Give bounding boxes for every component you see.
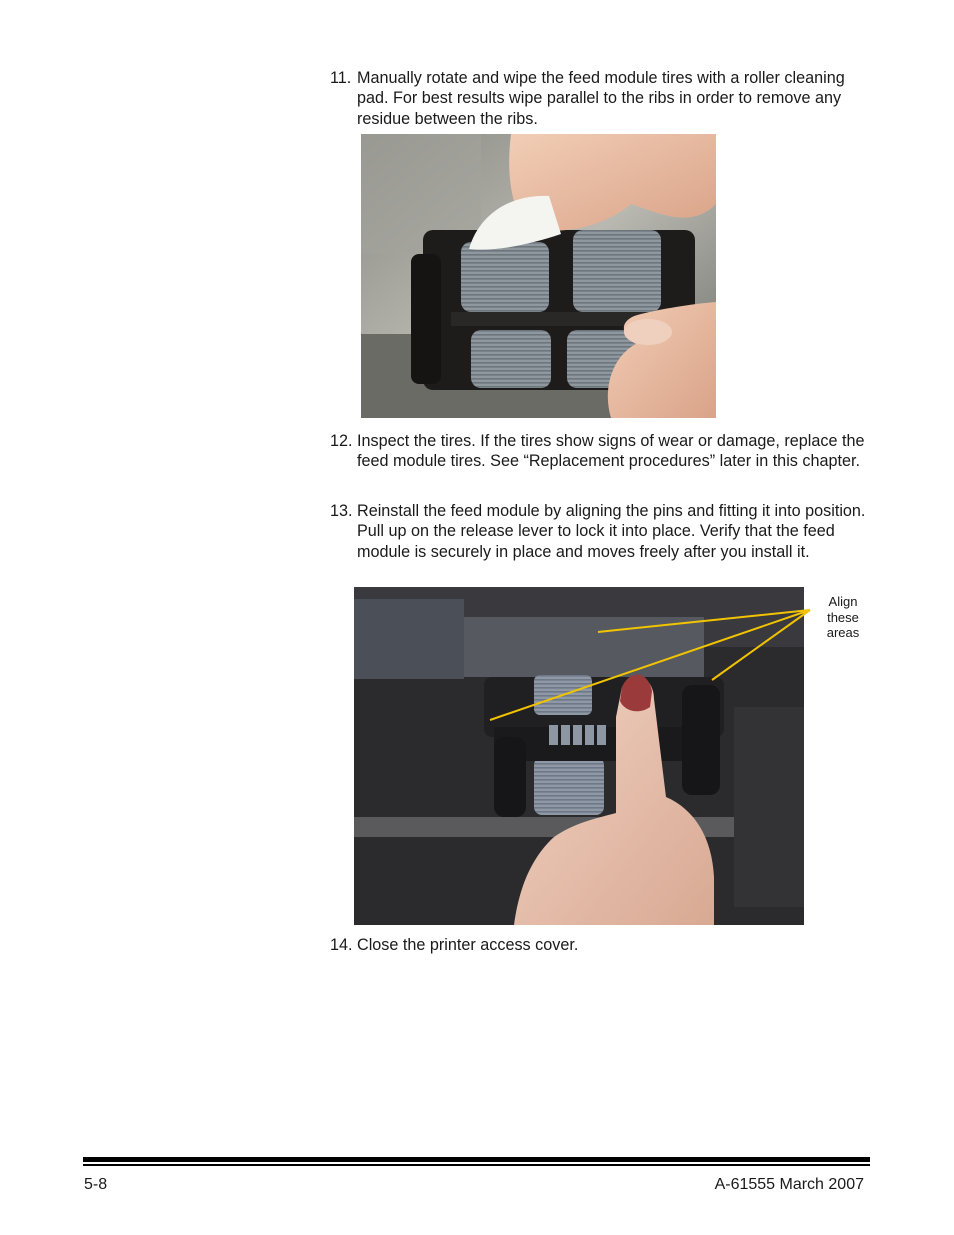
step-text: Inspect the tires. If the tires show signs of wear or damage, replace the feed module tires. See “Replacement procedures” later in this chapter. (357, 432, 865, 471)
step-number: 14. (330, 936, 353, 954)
document-id: A-61555 March 2007 (714, 1176, 864, 1193)
callout-line: areas (826, 625, 860, 640)
callout-line: Align (828, 594, 858, 609)
step-14 (330, 935, 870, 955)
step-number: 13. (330, 502, 353, 520)
align-callout-label (815, 594, 871, 641)
step-text: Manually rotate and wipe the feed module tires with a roller cleaning pad. For best results wipe parallel to the ribs in order to remove any residue between the ribs. (357, 69, 845, 128)
footer-rule-thin (83, 1164, 870, 1166)
step-text: Close the printer access cover. (357, 936, 579, 954)
step-number: 11. (330, 69, 352, 87)
page-number: 5-8 (84, 1176, 108, 1193)
step-number: 12. (330, 432, 353, 450)
callout-line: these (827, 609, 859, 625)
step-text: Reinstall the feed module by aligning the pins and fitting it into position. Pull up on the release lever to lock it into place. Verify that the feed module is securely in place and moves freely after you install it. (357, 502, 866, 561)
footer-rule (83, 1157, 870, 1162)
